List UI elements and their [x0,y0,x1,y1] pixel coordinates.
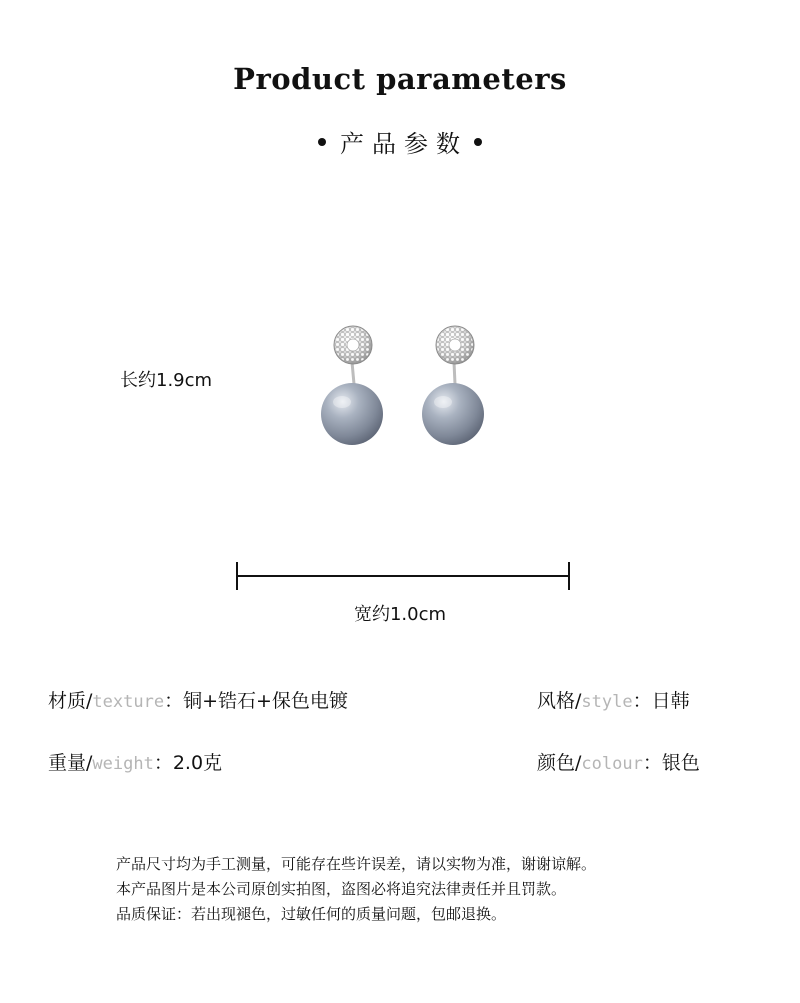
param-weight-label-cn: 重量/ [48,752,93,774]
param-material-sep: ： [164,690,184,712]
width-label: 宽约1.0cm [353,604,447,625]
param-colour-value: 银色 [661,752,700,774]
param-weight-sep: ： [153,752,173,774]
subtitle-row [0,124,800,159]
length-label: 长约1.9cm [120,370,213,391]
earring-left [321,326,383,445]
subtitle: 产品参数 [340,130,468,158]
earrings-product-image [300,312,510,462]
param-style-label-cn: 风格/ [537,690,582,712]
note-line: 品质保证：若出现褪色，过敏任何的质量问题，包邮退换。 [116,905,507,923]
note-line: 产品尺寸均为手工测量，可能存在些许误差，请以实物为准，谢谢谅解。 [116,855,597,873]
param-material-label-en: texture [92,692,165,712]
param-colour-label-en: colour [581,754,643,774]
param-style-value: 日韩 [651,690,690,712]
earring-right [422,326,484,445]
param-weight-value: 2.0克 [172,752,223,774]
param-weight [48,748,222,775]
bullet-dot-left [318,138,326,146]
param-style-sep: ： [632,690,652,712]
param-colour [537,748,700,775]
dimension-bar [236,575,570,577]
param-style-label-en: style [581,692,633,712]
dimension-cap-right [568,562,570,590]
param-style [537,686,690,713]
bullet-dot-right [474,138,482,146]
note-line: 本产品图片是本公司原创实拍图，盗图必将追究法律责任并且罚款。 [116,880,567,898]
param-weight-label-en: weight [92,754,154,774]
param-material [48,686,348,713]
page-title: Product parameters [233,62,567,96]
notes-block [116,852,596,927]
param-colour-sep: ： [642,752,662,774]
param-material-value: 铜+锆石+保色电镀 [183,690,348,712]
param-colour-label-cn: 颜色/ [537,752,582,774]
width-dimension-line [236,562,570,590]
param-material-label-cn: 材质/ [48,690,93,712]
